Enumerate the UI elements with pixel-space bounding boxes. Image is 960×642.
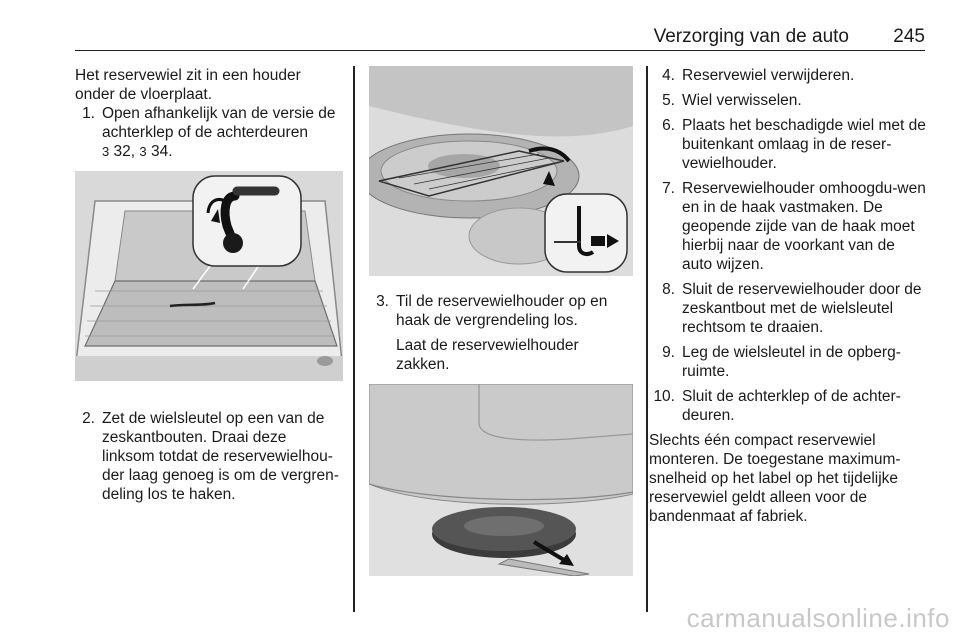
step-2 [75,409,343,504]
column-left [75,66,343,510]
illustration-lowered-spare-wheel [369,384,633,576]
watermark: carmanualsonline.info [686,603,950,633]
step-text: Sluit de achterklep of de achter‐deuren. [682,388,901,424]
step-7 [649,179,927,274]
page-ref-link[interactable]: 34. [150,143,173,160]
step-text: Til de reservewielhouder op en haak de vergrendeling los. [396,293,608,329]
step-9 [649,343,927,381]
ref-arrow-icon: 3 [139,144,147,159]
step-text: Zet de wielsleutel op een van de zeskantbouten. Draai deze linksom totdat de reservewielhou‐der laag genoeg is om de vergren‐deling los te haken. [102,410,339,503]
column-divider [353,66,355,612]
column-middle [369,292,633,576]
step-5 [649,91,927,110]
step-number: 7. [662,180,675,197]
step-8 [649,280,927,337]
step-number: 6. [662,117,675,134]
intro-paragraph: Het reservewiel zit in een houder onder de vloerplaat. [75,67,301,103]
illustration-cargo-floor [75,171,343,381]
step-number: 8. [662,281,675,298]
column-divider [646,66,648,612]
step-text: Reservewielhouder omhoogdu‐wen en in de haak vastmaken. De geopende zijde van de haak moet hierbij naar de voorkant van de auto wijzen. [682,180,926,273]
step-number: 10. [653,388,675,405]
step-number: 3. [376,293,389,310]
step-number: 1. [82,105,95,122]
page-number: 245 [893,26,925,47]
step-4 [649,66,927,85]
section-title: Verzorging van de auto [653,26,849,47]
step-subtext: Laat de reservewielhouder zakken. [396,337,579,373]
step-text: Wiel verwisselen. [682,92,802,109]
step-1 [75,104,343,161]
step-text: Leg de wielsleutel in de opberg‐ruimte. [682,344,901,380]
step-number: 4. [662,67,675,84]
illustration-spare-wheel-carrier [369,66,633,276]
column-right [649,66,927,526]
step-text: Plaats het beschadigde wiel met de buitenkant omlaag in de reser‐vewielhouder. [682,117,926,172]
ref-arrow-icon: 3 [102,144,110,159]
page-header [75,24,925,51]
closing-note: Slechts één compact reservewiel monteren. De toegestane maximum‐snelheid op het label op het tijdelijke reservewiel geldt alleen voor de bandenmaat af fabriek. [649,432,901,525]
step-number: 5. [662,92,675,109]
step-number: 9. [662,344,675,361]
step-text: Reservewiel verwijderen. [682,67,855,84]
step-3 [369,292,633,374]
step-number: 2. [82,410,95,427]
step-text: Sluit de reservewielhouder door de zeskantbout met de wielsleutel rechtsom te draaien. [682,281,922,336]
page-ref-link[interactable]: 32, [113,143,136,160]
step-6 [649,116,927,173]
step-text: Open afhankelijk van de versie de achterklep of de achterdeuren [102,105,336,141]
page-references [102,142,343,161]
step-10 [649,387,927,425]
